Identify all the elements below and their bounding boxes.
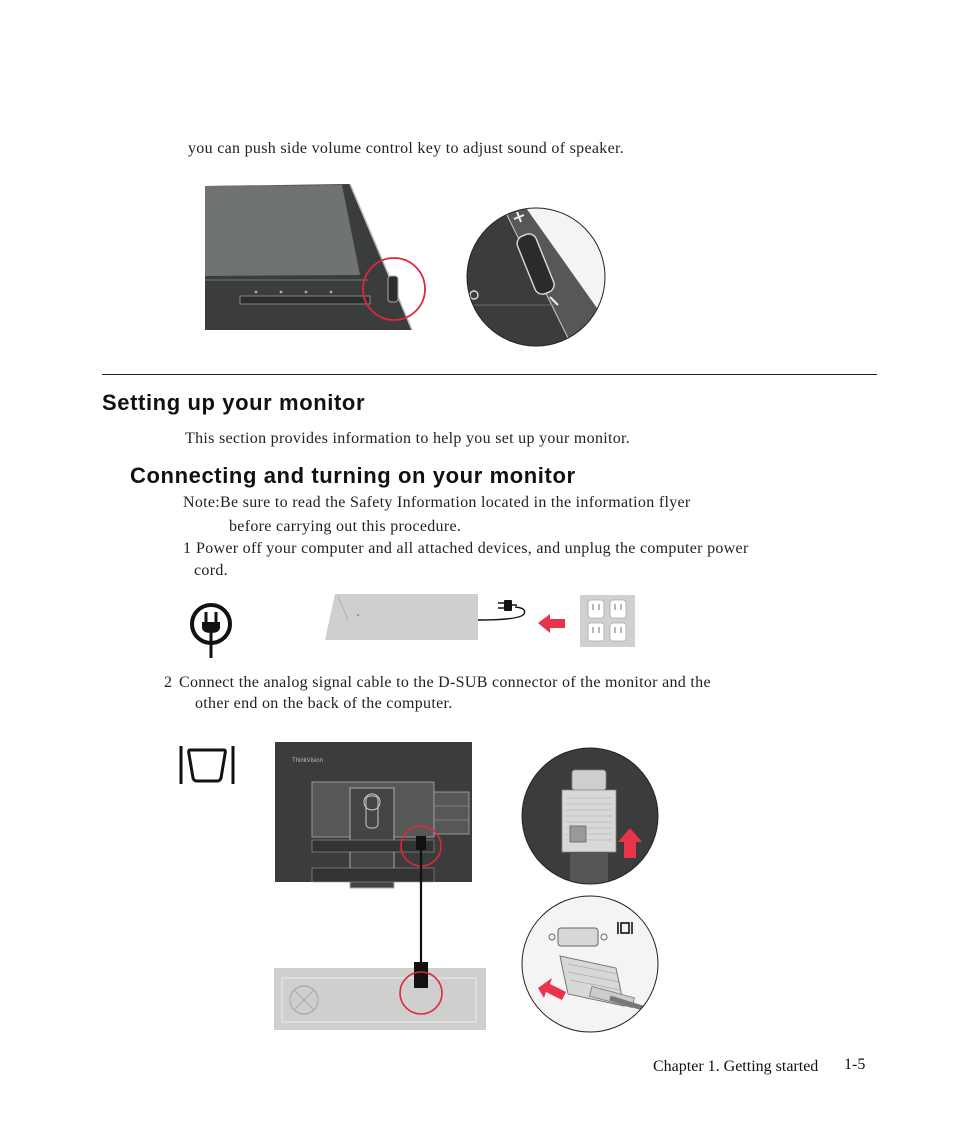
step-2-line-1: Connect the analog signal cable to the D-SUB connector of the monitor and the bbox=[179, 674, 711, 691]
volume-key-zoom-illustration bbox=[464, 205, 609, 350]
note-line-2: before carrying out this procedure. bbox=[229, 518, 462, 535]
footer-page-number: 1-5 bbox=[844, 1056, 866, 1073]
subsection-title: Connecting and turning on your monitor bbox=[130, 463, 576, 488]
step-2-number: 2 bbox=[164, 674, 173, 691]
power-plug-icon bbox=[188, 600, 234, 660]
step-1-line-2: cord. bbox=[194, 562, 228, 579]
computer-connector-zoom-illustration bbox=[520, 894, 662, 1036]
section-divider bbox=[102, 374, 877, 375]
step-1-line-1: Power off your computer and all attached devices, and unplug the computer power bbox=[196, 540, 749, 557]
footer-chapter: Chapter 1. Getting started bbox=[653, 1058, 819, 1075]
step-1-number: 1 bbox=[183, 540, 192, 557]
unplug-arrow-icon bbox=[538, 614, 565, 633]
monitor-connector-zoom-illustration bbox=[520, 746, 662, 888]
monitor-bezel-illustration bbox=[200, 180, 440, 340]
monitor-back-cable-illustration bbox=[272, 740, 490, 1032]
power-cord-plug-icon bbox=[498, 600, 517, 611]
section-description: This section provides information to help you set up your monitor. bbox=[185, 430, 631, 447]
step-2-line-2: other end on the back of the computer. bbox=[195, 695, 453, 712]
intro-text: you can push side volume control key to adjust sound of speaker. bbox=[188, 140, 625, 157]
vga-port-icon bbox=[178, 744, 236, 786]
note-line-1: Note:Be sure to read the Safety Information located in the information flyer bbox=[183, 494, 691, 511]
unplug-cord-illustration bbox=[320, 590, 640, 652]
section-title: Setting up your monitor bbox=[102, 390, 366, 415]
svg-text:ThinkVision: ThinkVision bbox=[292, 758, 323, 764]
